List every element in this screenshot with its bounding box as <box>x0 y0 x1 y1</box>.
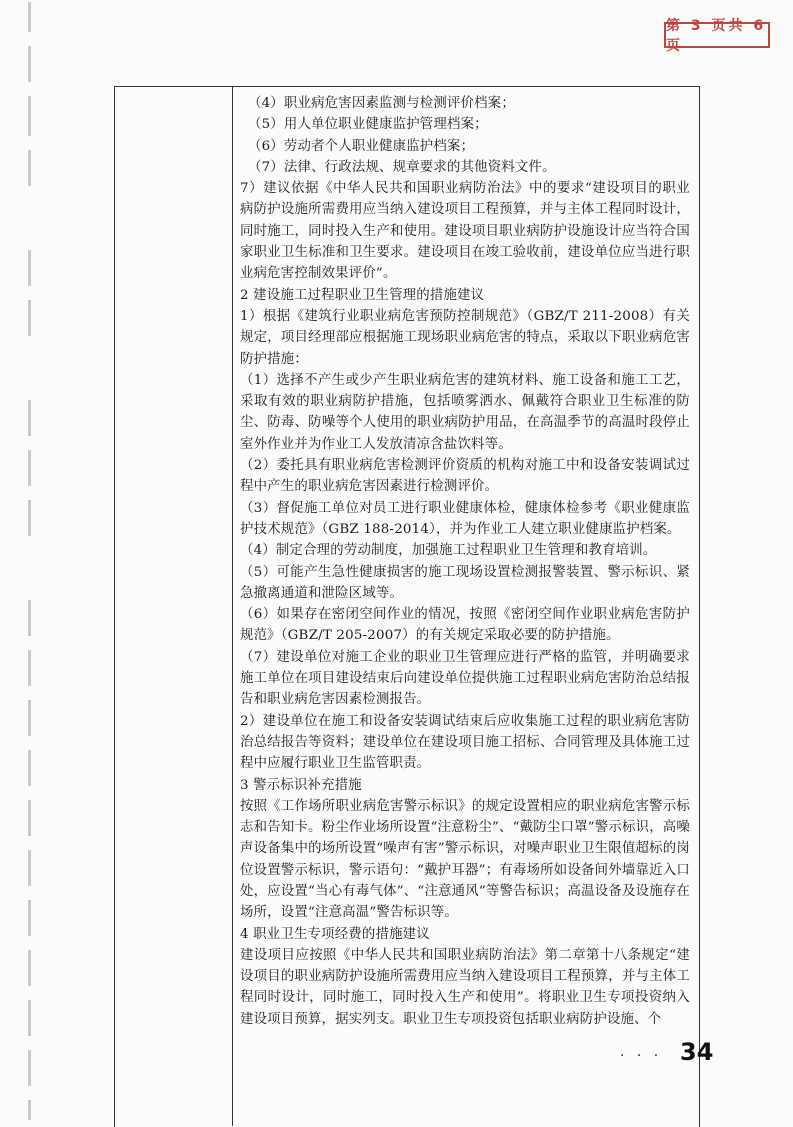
page-footer <box>620 1038 714 1072</box>
binding-mark <box>28 2 31 32</box>
binding-mark <box>28 500 31 536</box>
binding-mark <box>28 46 31 82</box>
section-2-item-1: 1）根据《建筑行业职业病危害预防控制规范》（GBZ/T 211-2008）有关规定，项目经理部应根据施工现场职业病危害的特点，采取以下职业病危害防护措施： <box>240 308 690 367</box>
section-2-item-2: 2）建设单位在施工和设备安装调试结束后应收集施工过程的职业病危害防治总结报告等资料；建设单位在建设项目施工招标、合同管理及具体施工过程中应履行职业卫生监管职责。 <box>240 713 690 772</box>
measure-1: （1）选择不产生或少产生职业病危害的建筑材料、施工设备和施工工艺，采取有效的职业病防护措施，包括喷雾洒水、佩戴符合职业卫生标准的防尘、防毒、防噪等个人使用的职业病防护用品，在高温季节的高温时段停止室外作业并为作业工人发放清凉含盐饮料等。 <box>240 372 690 452</box>
archive-item-4: （4）职业病危害因素监测与检测评价档案； <box>248 96 515 111</box>
binding-mark <box>28 1000 31 1036</box>
archive-item-6: （6）劳动者个人职业健康监护档案； <box>248 138 475 154</box>
binding-mark <box>28 450 31 486</box>
binding-mark <box>28 750 31 786</box>
binding-mark <box>28 1100 31 1120</box>
stamp-text: 第 3 页共 6 页 <box>666 18 767 54</box>
suggestion-7-paragraph: 7）建议依据《中华人民共和国职业病防治法》中的要求“建设项目的职业病防护设施所需费用应当纳入建设项目工程预算，并与主体工程同时设计，同时施工，同时投入生产和使用。建设项目职业病防护设施设计应当符合国家职业卫生标准和卫生要求。建设项目在竣工验收前，建设单位应当进行职业病危害控制效果评价”。 <box>240 181 690 282</box>
archive-item-7: （7）法律、行政法规、规章要求的其他资料文件。 <box>248 159 556 175</box>
binding-mark <box>28 250 31 286</box>
binding-mark <box>28 1050 31 1086</box>
measure-5: （5）可能产生急性健康损害的施工现场设置检测报警装置、警示标识、紧急撤离通道和泄险区域等。 <box>240 564 690 601</box>
footer-marks: · · · <box>620 1048 663 1064</box>
warning-sign-paragraph: 按照《工作场所职业病危害警示标识》的规定设置相应的职业病危害警示标志和告知卡。粉尘作业场所设置“注意粉尘”、“戴防尘口罩”警示标识，高噪声设备集中的场所设置“噪声有害”警示标识，对噪声职业卫生限值超标的岗位设置警示标识，警示语句：“戴护耳器”；有毒场所如设备间外墙靠近入口处，应设置“当心有毒气体”、“注意通风”等警告标识；高温设备及设施存在场所，设置“注意高温”警告标识等。 <box>240 798 690 921</box>
binding-mark <box>28 650 31 686</box>
binding-mark <box>28 400 31 436</box>
document-body <box>240 93 690 1030</box>
measure-4: （4）制定合理的劳动制度，加强施工过程职业卫生管理和教育培训。 <box>240 543 657 559</box>
binding-mark <box>28 700 31 736</box>
measure-2: （2）委托具有职业病危害检测评价资质的机构对施工中和设备安装调试过程中产生的职业病危害因素进行检测评价。 <box>240 458 690 495</box>
binding-mark <box>28 800 31 836</box>
binding-mark <box>28 850 31 886</box>
section-heading-2: 2 建设施工过程职业卫生管理的措施建议 <box>240 287 485 303</box>
binding-mark <box>28 950 31 986</box>
special-funding-paragraph: 建设项目应按照《中华人民共和国职业病防治法》第二章第十八条规定“建设项目的职业病防护设施所需费用应当纳入建设项目工程预算，并与主体工程同时设计，同时施工，同时投入生产和使用”。将职业卫生专项投资纳入建设项目预算，据实列支。职业卫生专项投资包括职业病防护设施、个 <box>240 947 690 1027</box>
page-number: 34 <box>680 1038 714 1066</box>
measure-7: （7）建设单位对施工企业的职业卫生管理应进行严格的监管，并明确要求施工单位在项目建设结束后向建设单位提供施工过程职业病危害防治总结报告和职业病危害因素检测报告。 <box>240 649 690 708</box>
measure-3: （3）督促施工单位对员工进行职业健康体检，健康体检参考《职业健康监护技术规范》（GBZ 188-2014），并为作业工人建立职业健康监护档案。 <box>240 500 690 537</box>
binding-mark <box>28 150 31 186</box>
section-heading-4: 4 职业卫生专项经费的措施建议 <box>240 926 430 942</box>
binding-mark <box>28 96 31 136</box>
archive-item-5: （5）用人单位职业健康监护管理档案； <box>248 117 488 133</box>
table-column-divider <box>232 86 233 1126</box>
binding-mark <box>28 300 31 336</box>
section-heading-3: 3 警示标识补充措施 <box>240 777 362 793</box>
binding-mark <box>28 900 31 936</box>
page-count-stamp <box>664 18 770 54</box>
binding-mark <box>28 600 31 636</box>
measure-6: （6）如果存在密闭空间作业的情况，按照《密闭空间作业职业病危害防护规范》（GBZ/T 205-2007）的有关规定采取必要的防护措施。 <box>240 607 690 644</box>
